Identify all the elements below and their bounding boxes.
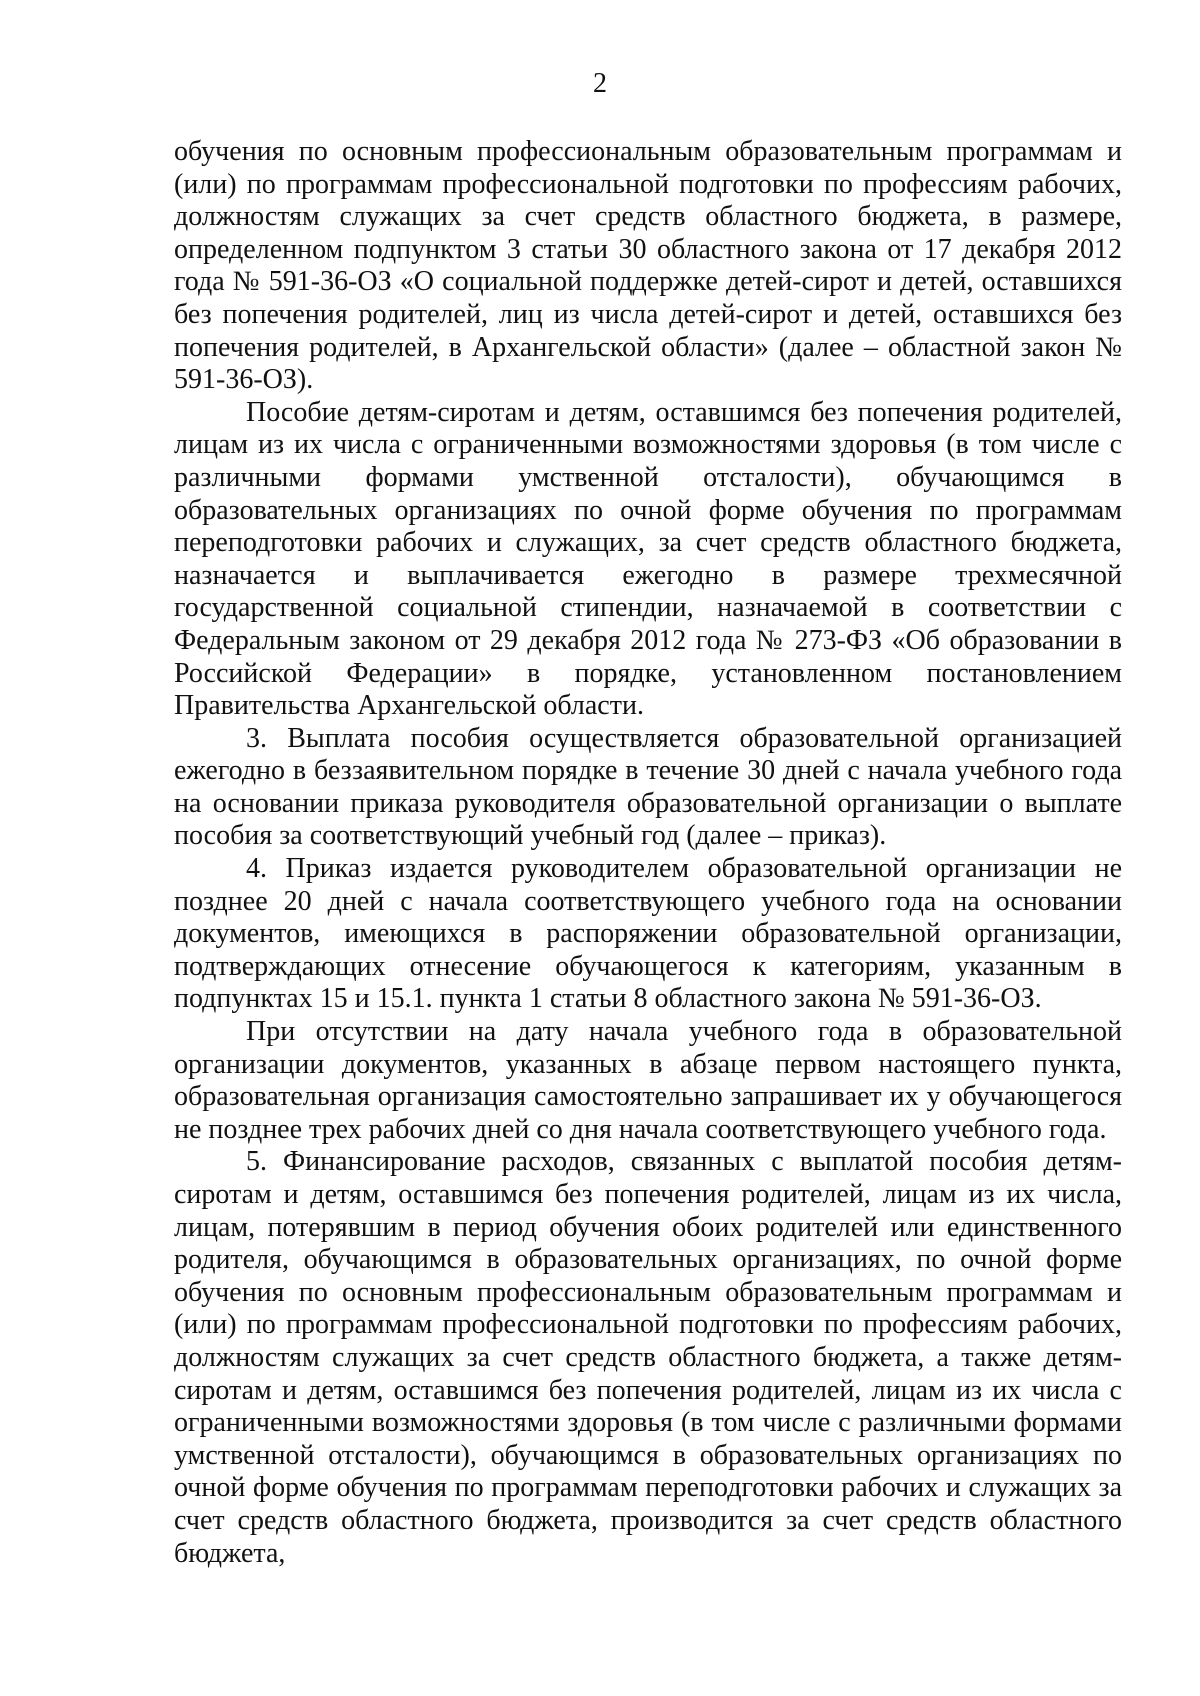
paragraph-item-4: 4. Приказ издается руководителем образовательной организации не позднее 20 дней с начала соответствующего учебного года на основании документов, имеющихся в распоряжении образовательной организации, подтверждающих отнесение обучающегося к категориям, указанным в подпунктах 15 и 15.1. пункта 1 статьи 8 областного закона № 591-36-ОЗ. xyxy=(174,853,1122,1015)
page-number: 2 xyxy=(593,68,607,99)
paragraph-allowance-disabled: Пособие детям-сиротам и детям, оставшимся без попечения родителей, лицам из их числа с ограниченными возможностями здоровья (в том числе с различными формами умственной отсталости), обучающимся в образовательных организациях по очной форме обучения по программам переподготовки рабочих и служащих, за счет средств областного бюджета, назначается и выплачивается ежегодно в размере трехмесячной государственной социальной стипендии, назначаемой в соответствии с Федеральным законом от 29 декабря 2012 года № 273-ФЗ «Об образовании в Российской Федерации» в порядке, установленном постановлением Правительства Архангельской области. xyxy=(174,396,1122,722)
paragraph-continuation: обучения по основным профессиональным образовательным программам и (или) по программам профессиональной подготовки по профессиям рабочих, должностям служащих за счет средств областного бюджета, в размере, определенном подпунктом 3 статьи 30 областного закона от 17 декабря 2012 года № 591-36-ОЗ «О социальной поддержке детей-сирот и детей, оставшихся без попечения родителей, лиц из числа детей-сирот и детей, оставшихся без попечения родителей, в Архангельской области» (далее – областной закон № 591-36-ОЗ). xyxy=(174,136,1122,396)
document-body xyxy=(174,136,1122,1570)
paragraph-item-5: 5. Финансирование расходов, связанных с выплатой пособия детям-сиротам и детям, оставшимся без попечения родителей, лицам из их числа, лицам, потерявшим в период обучения обоих родителей или единственного родителя, обучающимся в образовательных организациях, по очной форме обучения по основным профессиональным образовательным программам и (или) по программам профессиональной подготовки по профессиям рабочих, должностям служащих за счет средств областного бюджета, а также детям-сиротам и детям, оставшимся без попечения родителей, лицам из их числа с ограниченными возможностями здоровья (в том числе с различными формами умственной отсталости), обучающимся в образовательных организациях по очной форме обучения по программам переподготовки рабочих и служащих за счет средств областного бюджета, производится за счет средств областного бюджета, xyxy=(174,1146,1122,1569)
paragraph-item-3: 3. Выплата пособия осуществляется образовательной организацией ежегодно в беззаявительном порядке в течение 30 дней с начала учебного года на основании приказа руководителя образовательной организации о выплате пособия за соответствующий учебный год (далее – приказ). xyxy=(174,722,1122,852)
paragraph-absence-documents: При отсутствии на дату начала учебного года в образовательной организации документов, указанных в абзаце первом настоящего пункта, образовательная организация самостоятельно запрашивает их у обучающегося не позднее трех рабочих дней со дня начала соответствующего учебного года. xyxy=(174,1016,1122,1145)
